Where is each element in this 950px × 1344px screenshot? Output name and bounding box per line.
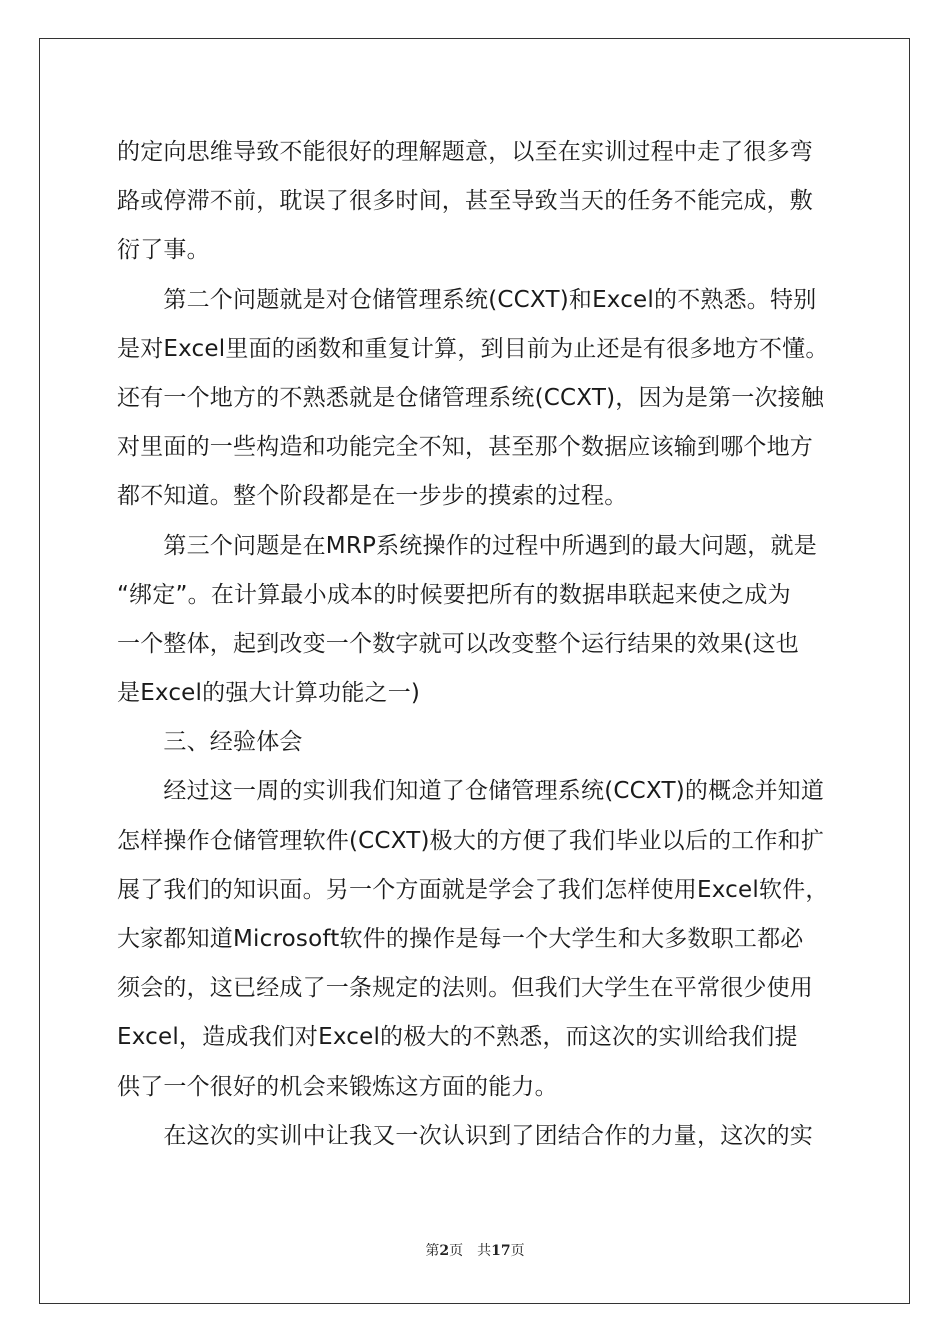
text-line: 供了一个很好的机会来锻炼这方面的能力。: [117, 1073, 558, 1100]
section-heading: 三、经验体会: [117, 729, 303, 756]
page-suffix: 页: [510, 1243, 525, 1259]
text-line: 第二个问题就是对仓储管理系统(CCXT)和Excel的不熟悉。特别: [117, 286, 817, 313]
page-prefix: 第: [425, 1243, 440, 1259]
text-line: 一个整体，起到改变一个数字就可以改变整个运行结果的效果(这也: [117, 630, 799, 657]
page-current: 2: [439, 1243, 450, 1259]
text-line: “绑定”。在计算最小成本的时候要把所有的数据串联起来使之成为: [117, 581, 791, 608]
text-line: 衍了事。: [117, 237, 210, 264]
page-total: 17: [491, 1243, 511, 1259]
text-line: 对里面的一些构造和功能完全不知，甚至那个数据应该输到哪个地方: [117, 434, 813, 461]
text-line: 还有一个地方的不熟悉就是仓储管理系统(CCXT)，因为是第一次接触: [117, 384, 825, 411]
text-line: 都不知道。整个阶段都是在一步步的摸索的过程。: [117, 483, 628, 510]
page-number-footer: [0, 1240, 950, 1260]
text-line: 须会的，这已经成了一条规定的法则。但我们大学生在平常很少使用: [117, 975, 813, 1002]
text-line: 第三个问题是在MRP系统操作的过程中所遇到的最大问题，就是: [117, 532, 817, 559]
document-body: [117, 128, 839, 1161]
text-line: 在这次的实训中让我又一次认识到了团结合作的力量，这次的实: [117, 1122, 813, 1149]
text-line: 是对Excel里面的函数和重复计算，到目前为止还是有很多地方不懂。: [117, 335, 829, 362]
text-line: 的定向思维导致不能很好的理解题意，以至在实训过程中走了很多弯: [117, 139, 813, 165]
text-line: 怎样操作仓储管理软件(CCXT)极大的方便了我们毕业以后的工作和扩: [117, 827, 825, 854]
text-line: 大家都知道Microsoft软件的操作是每一个大学生和大多数职工都必: [117, 926, 804, 952]
text-line: Excel，造成我们对Excel的极大的不熟悉，而这次的实训给我们提: [117, 1024, 798, 1051]
text-line: 展了我们的知识面。另一个方面就是学会了我们怎样使用Excel软件，: [117, 876, 829, 903]
text-line: 路或停滞不前，耽误了很多时间，甚至导致当天的任务不能完成，敷: [117, 188, 813, 215]
text-line: 经过这一周的实训我们知道了仓储管理系统(CCXT)的概念并知道: [117, 778, 825, 805]
page-mid: 页 共: [449, 1243, 492, 1259]
text-line: 是Excel的强大计算功能之一): [117, 680, 421, 707]
